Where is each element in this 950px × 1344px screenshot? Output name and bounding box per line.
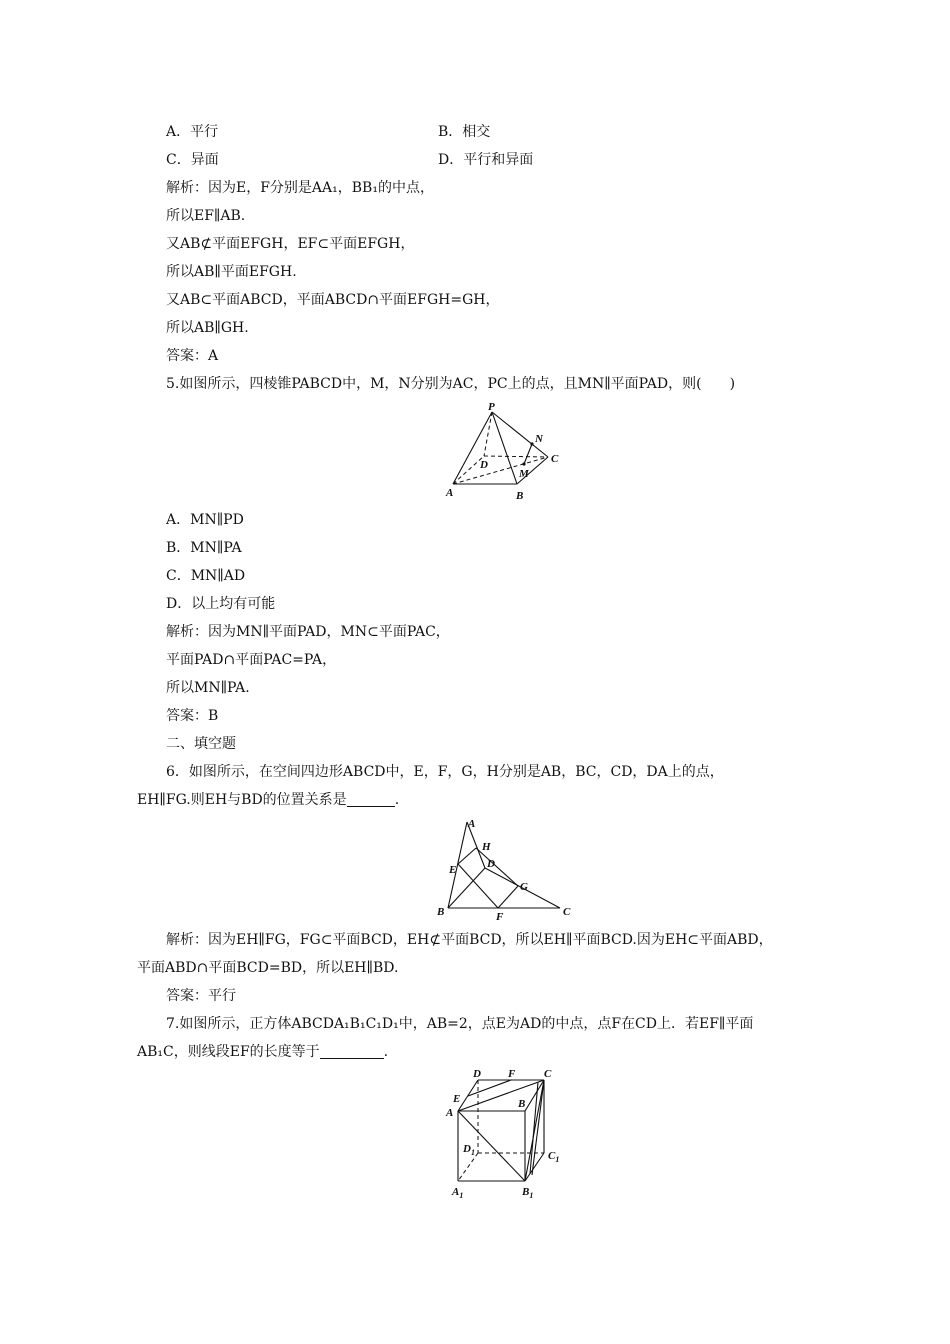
q5-option-b: B．MN∥PA — [166, 540, 242, 556]
q4-option-d: D．平行和异面 — [438, 152, 534, 168]
q6-label-c: C — [563, 906, 571, 918]
q5-option-c: C．MN∥AD — [166, 568, 246, 584]
q4-solution-line: 又AB⊂平面ABCD，平面ABCD∩平面EFGH=GH， — [166, 292, 500, 308]
q6-label-g: G — [520, 881, 528, 893]
q5-option-d: D．以上均有可能 — [166, 596, 276, 612]
q4-option-b: B．相交 — [438, 124, 491, 140]
q6-answer: 答案：平行 — [166, 988, 236, 1004]
q7-label-a1: $A_1$ — [452, 1186, 464, 1200]
q7-label-d: D — [473, 1068, 481, 1080]
q4-solution-line: 所以AB∥GH. — [166, 320, 249, 336]
q7-label-c: C — [544, 1068, 552, 1080]
q5-label-m: M — [519, 468, 529, 480]
q5-answer: 答案：B — [166, 708, 219, 724]
q4-solution-line: 所以EF∥AB. — [166, 208, 246, 224]
q6-tetrahedron-figure — [432, 814, 582, 922]
q5-label-d: D — [480, 459, 488, 471]
q7-label-b: B — [518, 1098, 526, 1110]
q6-answer-blank — [347, 792, 395, 807]
q7-stem-line-2 — [137, 1042, 388, 1062]
q6-label-a: A — [468, 818, 476, 830]
q6-stem-period: . — [394, 792, 400, 808]
q7-label-e: E — [453, 1093, 461, 1105]
q4-solution-line: 所以AB∥平面EFGH. — [166, 264, 297, 280]
q5-solution-line: 解析：因为MN∥平面PAD，MN⊂平面PAC， — [166, 624, 450, 640]
section-heading: 二、填空题 — [166, 736, 236, 752]
q5-solution-line: 所以MN∥PA. — [166, 680, 250, 696]
q7-label-b1: $B_1$ — [522, 1186, 534, 1200]
q7-label-c1: $C_1$ — [548, 1150, 560, 1164]
q4-option-a: A．平行 — [166, 124, 219, 140]
q5-label-c: C — [551, 453, 559, 465]
q7-stem-text: AB₁C，则线段EF的长度等于 — [137, 1044, 320, 1060]
q7-label-f: F — [508, 1068, 516, 1080]
q7-stem-period: . — [383, 1044, 389, 1060]
q7-cube-figure — [440, 1068, 580, 1200]
q6-solution-line-2: 平面ABD∩平面BCD=BD，所以EH∥BD. — [137, 960, 399, 976]
q6-label-d: D — [487, 858, 495, 870]
q4-solution-line: 又AB⊄平面EFGH，EF⊂平面EFGH， — [166, 236, 415, 252]
q5-label-b: B — [516, 490, 524, 502]
q5-pyramid-figure — [440, 398, 570, 506]
q7-answer-blank — [320, 1044, 384, 1059]
q5-solution-line: 平面PAD∩平面PAC=PA， — [166, 652, 337, 668]
q6-solution-line-1: 解析：因为EH∥FG，FG⊂平面BCD，EH⊄平面BCD，所以EH∥平面BCD.因为EH⊂平面ABD， — [166, 932, 773, 948]
q4-answer: 答案：A — [166, 348, 219, 364]
q6-label-f: F — [496, 911, 504, 922]
q6-stem-text: EH∥FG.则EH与BD的位置关系是 — [137, 792, 347, 808]
q5-option-a: A．MN∥PD — [166, 512, 244, 528]
q5-label-a: A — [446, 487, 454, 499]
q6-label-e: E — [449, 864, 457, 876]
q4-option-c: C．异面 — [166, 152, 219, 168]
q4-solution-line: 解析：因为E，F分别是AA₁，BB₁的中点， — [166, 180, 434, 196]
q5-label-n: N — [535, 433, 543, 445]
q7-stem-line-1: 7.如图所示，正方体ABCDA₁B₁C₁D₁中，AB=2，点E为AD的中点，点F在CD上．若EF∥平面 — [166, 1016, 754, 1032]
q5-label-p: P — [488, 401, 495, 413]
q7-label-a: A — [446, 1107, 454, 1119]
q6-label-h: H — [482, 841, 491, 853]
q7-label-d1: $D_1$ — [463, 1143, 475, 1157]
q6-label-b: B — [437, 906, 445, 918]
q5-stem: 5.如图所示，四棱锥PABCD中，M，N分别为AC，PC上的点，且MN∥平面PAD，则( ) — [166, 376, 736, 392]
q6-stem-line-2 — [137, 790, 399, 810]
q6-stem-line-1: 6．如图所示，在空间四边形ABCD中，E，F，G，H分别是AB，BC，CD，DA上的点， — [166, 764, 724, 780]
